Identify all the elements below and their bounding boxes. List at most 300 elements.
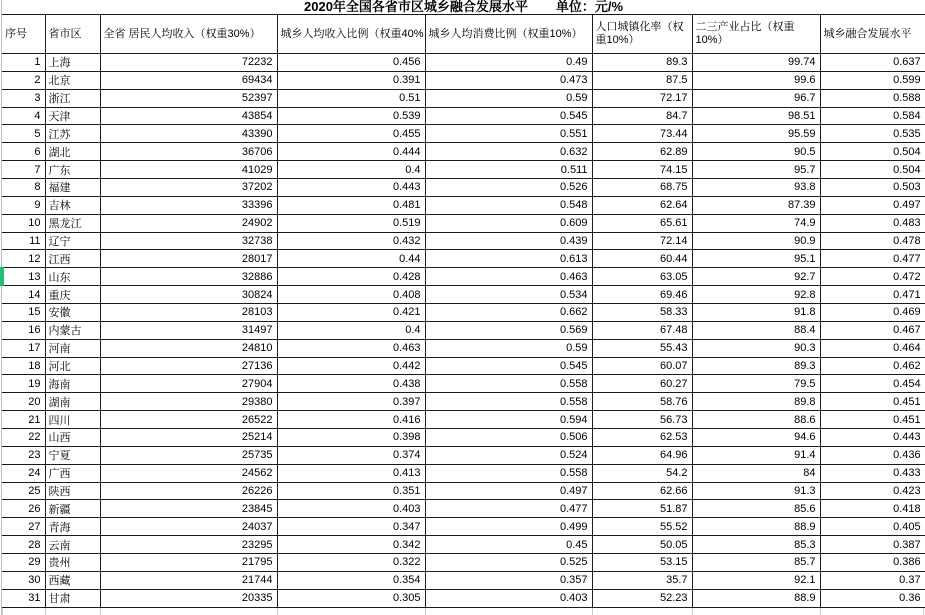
cell-province[interactable]: 天津 [45, 107, 100, 125]
cell-value[interactable]: 51.87 [592, 500, 692, 518]
cell-index[interactable]: 20 [2, 393, 45, 411]
table-row [2, 250, 925, 268]
cell-value[interactable]: 62.89 [592, 143, 692, 161]
cell-value[interactable]: 92.8 [692, 286, 820, 304]
cell-value[interactable]: 0.483 [820, 214, 925, 232]
cell-index[interactable]: 14 [2, 286, 45, 304]
cell-value[interactable]: 95.59 [692, 125, 820, 143]
table-row [2, 500, 925, 518]
cell-province[interactable]: 浙江 [45, 89, 100, 107]
cell-value[interactable]: 0.405 [820, 518, 925, 536]
cell-value[interactable]: 0.443 [820, 429, 925, 447]
cell-value[interactable]: 28103 [100, 304, 277, 322]
cell-value[interactable]: 68.75 [592, 179, 692, 197]
cell-value[interactable]: 0.357 [425, 571, 592, 589]
cell-province[interactable]: 四川 [45, 411, 100, 429]
cell-province[interactable]: 广东 [45, 161, 100, 179]
cell-value[interactable]: 24037 [100, 518, 277, 536]
table-row [2, 89, 925, 107]
column-header-4[interactable] [425, 15, 592, 54]
cell-value[interactable]: 0.463 [425, 268, 592, 286]
cell-index[interactable]: 18 [2, 357, 45, 375]
cell-value[interactable]: 88.9 [692, 589, 820, 607]
cell-value[interactable]: 23845 [100, 500, 277, 518]
cell-value[interactable]: 0.503 [820, 179, 925, 197]
cell-value[interactable]: 24902 [100, 214, 277, 232]
cell-value[interactable]: 0.347 [277, 518, 425, 536]
cell-value[interactable]: 0.51 [277, 89, 425, 107]
cell-value[interactable]: 0.391 [277, 71, 425, 89]
cell-value[interactable]: 25214 [100, 429, 277, 447]
cell-index[interactable]: 1 [2, 54, 45, 72]
selected-row-indicator [0, 267, 4, 286]
cell-value[interactable]: 0.558 [425, 464, 592, 482]
table-row [2, 107, 925, 125]
column-header-label: 城乡人均收入比例（权重40% [280, 27, 424, 40]
cell-value[interactable]: 41029 [100, 161, 277, 179]
cell-value[interactable]: 73.44 [592, 125, 692, 143]
cell-value[interactable]: 98.51 [692, 107, 820, 125]
cell-value[interactable]: 0.464 [820, 339, 925, 357]
column-header-7[interactable] [820, 15, 925, 54]
column-header-1[interactable] [45, 15, 100, 54]
cell-value[interactable]: 52397 [100, 89, 277, 107]
cell-index[interactable]: 24 [2, 464, 45, 482]
cell-province[interactable]: 内蒙古 [45, 321, 100, 339]
cell-value[interactable]: 0.526 [425, 179, 592, 197]
cell-value[interactable]: 92.7 [692, 268, 820, 286]
cell-value[interactable]: 0.442 [277, 357, 425, 375]
cell-value[interactable]: 0.497 [425, 482, 592, 500]
cell-value[interactable]: 24562 [100, 464, 277, 482]
cell-province[interactable]: 上海 [45, 54, 100, 72]
cell-value[interactable]: 26522 [100, 411, 277, 429]
cell-province[interactable]: 湖南 [45, 393, 100, 411]
cell-value[interactable]: 0.455 [277, 125, 425, 143]
cell-value[interactable]: 60.44 [592, 250, 692, 268]
gridline-stub [692, 608, 693, 615]
cell-province[interactable]: 陕西 [45, 482, 100, 500]
cell-value[interactable]: 0.4 [277, 161, 425, 179]
cell-province[interactable]: 山西 [45, 429, 100, 447]
cell-value[interactable]: 0.45 [425, 536, 592, 554]
cell-value[interactable]: 32738 [100, 232, 277, 250]
cell-value[interactable]: 0.451 [820, 393, 925, 411]
cell-province[interactable]: 甘肃 [45, 589, 100, 607]
cell-value[interactable]: 50.05 [592, 536, 692, 554]
cell-value[interactable]: 0.569 [425, 321, 592, 339]
cell-value[interactable]: 0.443 [277, 179, 425, 197]
cell-value[interactable]: 91.3 [692, 482, 820, 500]
column-header-3[interactable] [277, 15, 425, 54]
cell-province[interactable]: 安徽 [45, 304, 100, 322]
cell-value[interactable]: 88.9 [692, 518, 820, 536]
cell-value[interactable]: 0.408 [277, 286, 425, 304]
cell-index[interactable]: 9 [2, 196, 45, 214]
cell-index[interactable]: 10 [2, 214, 45, 232]
cell-value[interactable]: 0.454 [820, 375, 925, 393]
cell-value[interactable]: 0.418 [820, 500, 925, 518]
cell-value[interactable]: 91.4 [692, 446, 820, 464]
cell-value[interactable]: 0.403 [425, 589, 592, 607]
cell-value[interactable]: 69.46 [592, 286, 692, 304]
cell-value[interactable]: 27904 [100, 375, 277, 393]
cell-province[interactable]: 黑龙江 [45, 214, 100, 232]
cell-value[interactable]: 62.53 [592, 429, 692, 447]
cell-value[interactable]: 0.599 [820, 71, 925, 89]
cell-index[interactable]: 15 [2, 304, 45, 322]
cell-value[interactable]: 0.305 [277, 589, 425, 607]
cell-value[interactable]: 43390 [100, 125, 277, 143]
cell-value[interactable]: 0.506 [425, 429, 592, 447]
cell-province[interactable]: 贵州 [45, 554, 100, 572]
cell-value[interactable]: 0.662 [425, 304, 592, 322]
cell-value[interactable]: 0.594 [425, 411, 592, 429]
cell-value[interactable]: 0.433 [820, 464, 925, 482]
cell-province[interactable]: 北京 [45, 71, 100, 89]
cell-value[interactable]: 0.351 [277, 482, 425, 500]
cell-value[interactable]: 35.7 [592, 571, 692, 589]
cell-value[interactable]: 0.397 [277, 393, 425, 411]
cell-value[interactable]: 0.354 [277, 571, 425, 589]
cell-value[interactable]: 0.545 [425, 357, 592, 375]
table-row [2, 464, 925, 482]
cell-value[interactable]: 0.613 [425, 250, 592, 268]
cell-index[interactable]: 21 [2, 411, 45, 429]
cell-index[interactable]: 25 [2, 482, 45, 500]
cell-value[interactable]: 89.3 [692, 357, 820, 375]
cell-province[interactable]: 重庆 [45, 286, 100, 304]
cell-value[interactable]: 0.534 [425, 286, 592, 304]
cell-value[interactable]: 0.558 [425, 375, 592, 393]
cell-value[interactable]: 55.43 [592, 339, 692, 357]
cell-value[interactable]: 0.322 [277, 554, 425, 572]
column-header-6[interactable] [692, 15, 820, 54]
cell-index[interactable]: 7 [2, 161, 45, 179]
cell-index[interactable]: 12 [2, 250, 45, 268]
gridline-stub [100, 608, 101, 615]
table-row [2, 286, 925, 304]
cell-value[interactable]: 0.416 [277, 411, 425, 429]
cell-value[interactable]: 72232 [100, 54, 277, 72]
cell-value[interactable]: 43854 [100, 107, 277, 125]
table-row [2, 393, 925, 411]
cell-value[interactable]: 0.511 [425, 161, 592, 179]
cell-value[interactable]: 99.6 [692, 71, 820, 89]
cell-value[interactable]: 85.3 [692, 536, 820, 554]
cell-value[interactable]: 0.59 [425, 339, 592, 357]
cell-value[interactable]: 55.52 [592, 518, 692, 536]
cell-value[interactable]: 0.477 [820, 250, 925, 268]
cell-value[interactable]: 0.551 [425, 125, 592, 143]
column-header-2[interactable] [100, 15, 277, 54]
table-row [2, 446, 925, 464]
cell-value[interactable]: 92.1 [692, 571, 820, 589]
cell-value[interactable]: 0.36 [820, 589, 925, 607]
table-row [2, 571, 925, 589]
cell-value[interactable]: 88.4 [692, 321, 820, 339]
cell-value[interactable]: 21744 [100, 571, 277, 589]
cell-value[interactable]: 20335 [100, 589, 277, 607]
cell-value[interactable]: 89.8 [692, 393, 820, 411]
cell-value[interactable]: 0.609 [425, 214, 592, 232]
cell-value[interactable]: 30824 [100, 286, 277, 304]
cell-value[interactable]: 0.497 [820, 196, 925, 214]
table-body [2, 54, 925, 608]
cell-index[interactable]: 17 [2, 339, 45, 357]
column-header-label: 城乡人均消费比例（权重10%） [428, 27, 583, 40]
cell-province[interactable]: 云南 [45, 536, 100, 554]
table-row [2, 71, 925, 89]
cell-value[interactable]: 62.66 [592, 482, 692, 500]
cell-value[interactable]: 94.6 [692, 429, 820, 447]
cell-value[interactable]: 72.17 [592, 89, 692, 107]
cell-province[interactable]: 江西 [45, 250, 100, 268]
cell-province[interactable]: 吉林 [45, 196, 100, 214]
cell-value[interactable]: 0.59 [425, 89, 592, 107]
cell-index[interactable]: 8 [2, 179, 45, 197]
cell-province[interactable]: 河北 [45, 357, 100, 375]
cell-value[interactable]: 95.7 [692, 161, 820, 179]
cell-value[interactable]: 0.504 [820, 143, 925, 161]
cell-index[interactable]: 31 [2, 589, 45, 607]
cell-value[interactable]: 28017 [100, 250, 277, 268]
table-row [2, 161, 925, 179]
cell-value[interactable]: 0.548 [425, 196, 592, 214]
cell-value[interactable]: 0.504 [820, 161, 925, 179]
cell-value[interactable]: 95.1 [692, 250, 820, 268]
cell-value[interactable]: 79.5 [692, 375, 820, 393]
cell-value[interactable]: 0.499 [425, 518, 592, 536]
table-row [2, 482, 925, 500]
cell-index[interactable]: 27 [2, 518, 45, 536]
cell-value[interactable]: 25735 [100, 446, 277, 464]
data-table [2, 0, 925, 608]
cell-value[interactable]: 0.37 [820, 571, 925, 589]
cell-value[interactable]: 58.76 [592, 393, 692, 411]
cell-value[interactable]: 96.7 [692, 89, 820, 107]
cell-value[interactable]: 0.4 [277, 321, 425, 339]
table-row [2, 375, 925, 393]
table-row [2, 54, 925, 72]
cell-value[interactable]: 69434 [100, 71, 277, 89]
cell-value[interactable]: 0.342 [277, 536, 425, 554]
cell-value[interactable]: 0.472 [820, 268, 925, 286]
cell-value[interactable]: 84 [692, 464, 820, 482]
table-row [2, 554, 925, 572]
cell-value[interactable]: 0.413 [277, 464, 425, 482]
cell-province[interactable]: 辽宁 [45, 232, 100, 250]
cell-value[interactable]: 0.519 [277, 214, 425, 232]
cell-value[interactable]: 33396 [100, 196, 277, 214]
cell-province[interactable]: 福建 [45, 179, 100, 197]
cell-value[interactable]: 62.64 [592, 196, 692, 214]
cell-value[interactable]: 0.398 [277, 429, 425, 447]
cell-value[interactable]: 74.15 [592, 161, 692, 179]
cell-value[interactable]: 58.33 [592, 304, 692, 322]
cell-value[interactable]: 99.74 [692, 54, 820, 72]
cell-province[interactable]: 广西 [45, 464, 100, 482]
cell-value[interactable]: 0.471 [820, 286, 925, 304]
cell-value[interactable]: 0.423 [820, 482, 925, 500]
gridline-stub [45, 608, 46, 615]
cell-value[interactable]: 0.477 [425, 500, 592, 518]
cell-value[interactable]: 0.387 [820, 536, 925, 554]
gridline-stub [923, 608, 924, 615]
cell-index[interactable]: 23 [2, 446, 45, 464]
gridline-stub [820, 608, 821, 615]
cell-value[interactable]: 36706 [100, 143, 277, 161]
gridline-stub [2, 608, 3, 615]
cell-index[interactable]: 26 [2, 500, 45, 518]
cell-value[interactable]: 67.48 [592, 321, 692, 339]
cell-value[interactable]: 91.8 [692, 304, 820, 322]
cell-value[interactable]: 64.96 [592, 446, 692, 464]
cell-province[interactable]: 新疆 [45, 500, 100, 518]
column-header-label: 全省 居民人均收入（权重30%） [103, 27, 261, 40]
cell-value[interactable]: 0.432 [277, 232, 425, 250]
cell-value[interactable]: 0.473 [425, 71, 592, 89]
cell-value[interactable]: 31497 [100, 321, 277, 339]
cell-value[interactable]: 0.451 [820, 411, 925, 429]
table-row [2, 321, 925, 339]
gridline-stub [277, 608, 278, 615]
cell-value[interactable]: 0.637 [820, 54, 925, 72]
cell-index[interactable]: 28 [2, 536, 45, 554]
header-row [2, 15, 925, 54]
table-row [2, 179, 925, 197]
column-header-label: 省市区 [48, 27, 82, 40]
table-row [2, 429, 925, 447]
cell-province[interactable]: 宁夏 [45, 446, 100, 464]
cell-value[interactable]: 23295 [100, 536, 277, 554]
cell-value[interactable]: 0.539 [277, 107, 425, 125]
cell-value[interactable]: 0.44 [277, 250, 425, 268]
cell-value[interactable]: 65.61 [592, 214, 692, 232]
cell-value[interactable]: 0.374 [277, 446, 425, 464]
cell-value[interactable]: 90.3 [692, 339, 820, 357]
table-row [2, 304, 925, 322]
column-header-label: 城乡融合发展水平 [823, 27, 912, 40]
cell-value[interactable]: 88.6 [692, 411, 820, 429]
cell-index[interactable]: 2 [2, 71, 45, 89]
column-header-5[interactable] [592, 15, 692, 54]
cell-value[interactable]: 0.463 [277, 339, 425, 357]
cell-value[interactable]: 0.444 [277, 143, 425, 161]
cell-value[interactable]: 0.558 [425, 393, 592, 411]
cell-value[interactable]: 0.481 [277, 196, 425, 214]
cell-value[interactable]: 54.2 [592, 464, 692, 482]
cell-value[interactable]: 74.9 [692, 214, 820, 232]
cell-value[interactable]: 85.7 [692, 554, 820, 572]
cell-value[interactable]: 0.439 [425, 232, 592, 250]
cell-value[interactable]: 32886 [100, 268, 277, 286]
cell-value[interactable]: 89.3 [592, 54, 692, 72]
cell-value[interactable]: 0.49 [425, 54, 592, 72]
cell-value[interactable]: 60.27 [592, 375, 692, 393]
cell-value[interactable]: 0.421 [277, 304, 425, 322]
cell-province[interactable]: 海南 [45, 375, 100, 393]
column-header-0[interactable] [2, 15, 45, 54]
cell-value[interactable]: 0.386 [820, 554, 925, 572]
cell-value[interactable]: 72.14 [592, 232, 692, 250]
table-row [2, 125, 925, 143]
cell-index[interactable]: 29 [2, 554, 45, 572]
cell-index[interactable]: 3 [2, 89, 45, 107]
cell-index[interactable]: 6 [2, 143, 45, 161]
cell-index[interactable]: 5 [2, 125, 45, 143]
cell-value[interactable]: 27136 [100, 357, 277, 375]
cell-value[interactable]: 26226 [100, 482, 277, 500]
cell-value[interactable]: 29380 [100, 393, 277, 411]
table-row [2, 268, 925, 286]
cell-value[interactable]: 0.478 [820, 232, 925, 250]
cell-value[interactable]: 0.632 [425, 143, 592, 161]
cell-value[interactable]: 24810 [100, 339, 277, 357]
cell-value[interactable]: 37202 [100, 179, 277, 197]
cell-value[interactable]: 0.467 [820, 321, 925, 339]
cell-value[interactable]: 87.5 [592, 71, 692, 89]
cell-value[interactable]: 90.9 [692, 232, 820, 250]
cell-value[interactable]: 0.436 [820, 446, 925, 464]
cell-province[interactable]: 湖北 [45, 143, 100, 161]
cell-value[interactable]: 0.535 [820, 125, 925, 143]
cell-value[interactable]: 63.05 [592, 268, 692, 286]
cell-value[interactable]: 84.7 [592, 107, 692, 125]
cell-value[interactable]: 60.07 [592, 357, 692, 375]
cell-province[interactable]: 河南 [45, 339, 100, 357]
cell-province[interactable]: 青海 [45, 518, 100, 536]
title-row [2, 0, 925, 15]
cell-value[interactable]: 85.6 [692, 500, 820, 518]
cell-value[interactable]: 21795 [100, 554, 277, 572]
cell-value[interactable]: 56.73 [592, 411, 692, 429]
cell-value[interactable]: 0.525 [425, 554, 592, 572]
cell-province[interactable]: 西藏 [45, 571, 100, 589]
cell-value[interactable]: 90.5 [692, 143, 820, 161]
cell-index[interactable]: 19 [2, 375, 45, 393]
table-row [2, 232, 925, 250]
cell-value[interactable]: 0.469 [820, 304, 925, 322]
unit-label: 单位：元/% [555, 0, 624, 14]
cell-index[interactable]: 30 [2, 571, 45, 589]
table-row [2, 339, 925, 357]
cell-value[interactable]: 0.403 [277, 500, 425, 518]
cell-index[interactable]: 4 [2, 107, 45, 125]
cell-value[interactable]: 93.8 [692, 179, 820, 197]
cell-value[interactable]: 0.462 [820, 357, 925, 375]
table-title-cell[interactable] [2, 0, 925, 15]
cell-value[interactable]: 52.23 [592, 589, 692, 607]
cell-value[interactable]: 0.588 [820, 89, 925, 107]
cell-index[interactable]: 16 [2, 321, 45, 339]
cell-value[interactable]: 53.15 [592, 554, 692, 572]
gridline-stub [425, 608, 426, 615]
cell-value[interactable]: 0.438 [277, 375, 425, 393]
cell-index[interactable]: 22 [2, 429, 45, 447]
table-row [2, 143, 925, 161]
cell-value[interactable]: 0.584 [820, 107, 925, 125]
cell-province[interactable]: 山东 [45, 268, 100, 286]
cell-value[interactable]: 0.545 [425, 107, 592, 125]
cell-value[interactable]: 87.39 [692, 196, 820, 214]
cell-index[interactable]: 13 [2, 268, 45, 286]
cell-value[interactable]: 0.456 [277, 54, 425, 72]
cell-value[interactable]: 0.524 [425, 446, 592, 464]
cell-province[interactable]: 江苏 [45, 125, 100, 143]
cell-value[interactable]: 0.428 [277, 268, 425, 286]
cell-index[interactable]: 11 [2, 232, 45, 250]
